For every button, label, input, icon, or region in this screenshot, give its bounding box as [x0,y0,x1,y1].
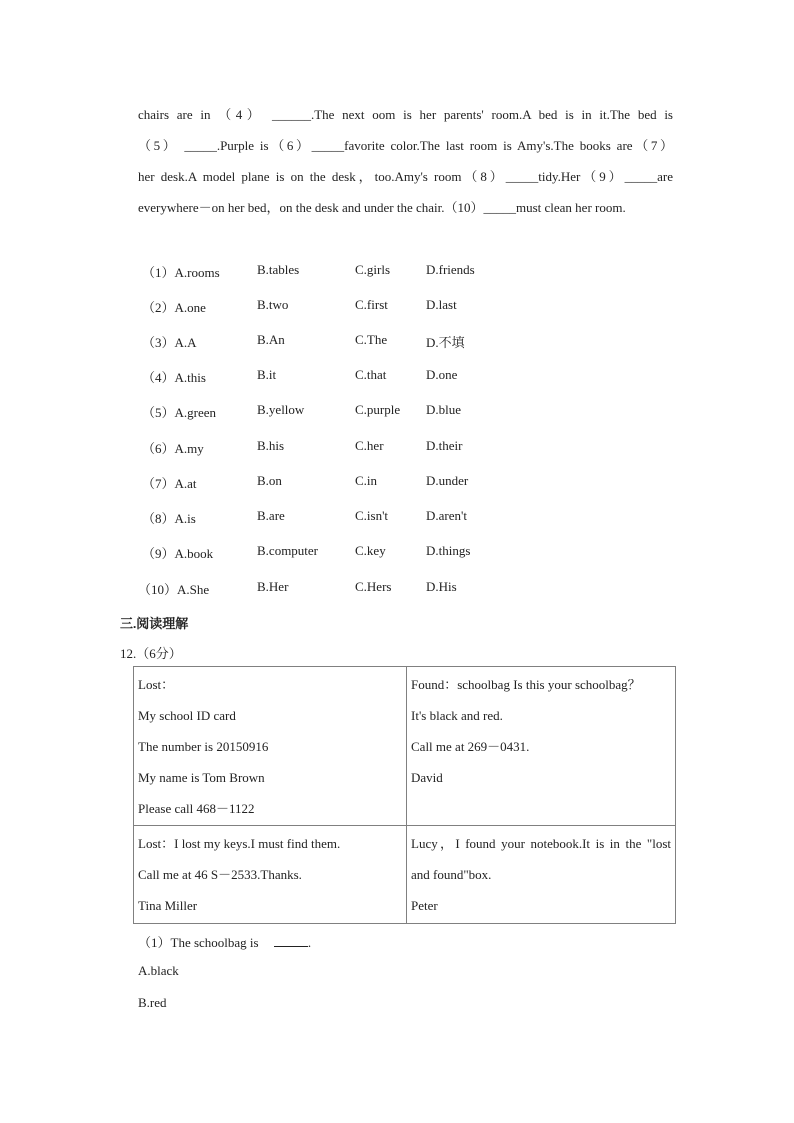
option-d: D.under [426,473,469,488]
sub-question-end: . [307,935,312,950]
option-b: B.his [257,438,285,453]
notice-lost-keys [134,826,407,924]
notice-line: My name is Tom Brown [138,770,265,785]
option-c: C.Hers [355,579,392,594]
notice-line: It's black and red. [411,708,503,723]
choice-a: A.black [138,963,179,978]
option-c: C.first [355,297,388,312]
passage-line-3: her desk.A model plane is on the desk，too.Amy's room（8）_____tidy.Her（9）_____are [138,169,673,184]
notice-line: Call me at 269－0431. [411,739,530,754]
notice-line: Lucy，I found your notebook.It is in the "lost [411,836,671,851]
option-d: D.blue [426,402,462,417]
notice-line: David [411,770,443,785]
option-d: D.aren't [426,508,467,523]
option-d: D.things [426,543,471,558]
notice-found-notebook [407,826,676,924]
notice-line: Peter [411,898,438,913]
option-a: （2）A.one [142,300,206,315]
option-b: B.two [257,297,289,312]
option-b: B.yellow [257,402,305,417]
option-b: B.computer [257,543,319,558]
section-title: 三.阅读理解 [120,616,189,631]
option-c: C.The [355,332,388,347]
option-a: （8）A.is [142,511,196,526]
notice-line: and found"box. [411,867,492,882]
option-a: （7）A.at [142,476,197,491]
option-d: D.last [426,297,457,312]
option-c: C.in [355,473,378,488]
option-d: D.不填 [426,335,465,350]
notice-found-schoolbag [407,667,676,826]
passage-line-1: chairs are in （4） ______.The next oom is her parents' room.A bed is in it.The bed is [138,107,673,122]
notice-table [133,666,676,924]
option-a: （10）A.She [138,582,210,597]
option-a: （5）A.green [142,405,217,420]
sub-question-text: （1）The schoolbag is [138,935,259,950]
notice-line: Tina Miller [138,898,198,913]
option-b: B.Her [257,579,289,594]
option-a: （1）A.rooms [142,265,220,280]
option-c: C.purple [355,402,401,417]
option-b: B.are [257,508,285,523]
option-c: C.her [355,438,384,453]
question-number: 12.（6分） [120,646,182,661]
notice-lost-id-card [134,667,407,826]
notice-line: My school ID card [138,708,236,723]
choice-b: B.red [138,995,167,1010]
answer-blank [274,936,308,947]
notice-line: Please call 468－1122 [138,801,255,816]
option-b: B.An [257,332,285,347]
notice-line: Found：schoolbag Is this your schoolbag？ [411,677,641,692]
sub-question-stem [138,932,311,951]
option-d: D.friends [426,262,475,277]
option-c: C.isn't [355,508,389,523]
notice-line: The number is 20150916 [138,739,269,754]
passage-line-4: everywhere－on her bed，on the desk and under the chair.（10）_____must clean her room. [138,200,626,215]
notice-line: Lost： [138,677,175,692]
option-c: C.key [355,543,386,558]
option-d: D.one [426,367,458,382]
table-row [134,826,676,924]
table-row [134,667,676,826]
option-a: （3）A.A [142,335,197,350]
option-d: D.His [426,579,457,594]
option-a: （4）A.this [142,370,206,385]
option-c: C.that [355,367,387,382]
option-d: D.their [426,438,463,453]
passage-line-2: （5） _____.Purple is（6）_____favorite color.The last room is Amy's.The books are（7） [138,138,673,153]
option-a: （6）A.my [142,441,204,456]
notice-line: Call me at 46 S－2533.Thanks. [138,867,302,882]
option-b: B.on [257,473,282,488]
option-b: B.tables [257,262,300,277]
option-a: （9）A.book [142,546,214,561]
option-b: B.it [257,367,277,382]
option-c: C.girls [355,262,391,277]
notice-line: Lost：I lost my keys.I must find them. [138,836,341,851]
